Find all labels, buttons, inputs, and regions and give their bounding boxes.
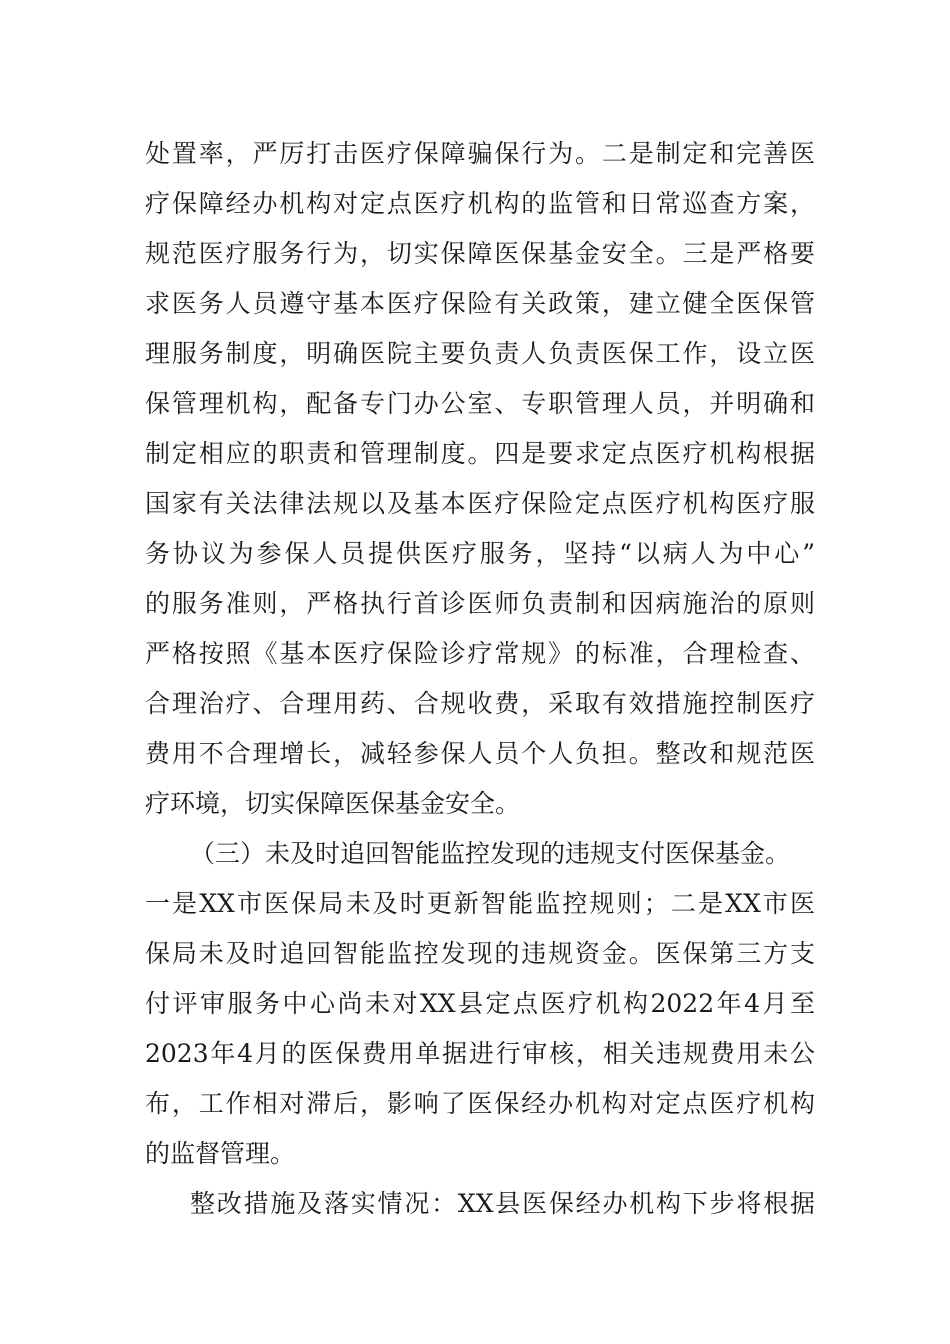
text-line: 制定相应的职责和管理制度。四是要求定点医疗机构根据 (145, 439, 815, 468)
text-line: 一是XX市医保局未及时更新智能监控规则；二是XX市医 (145, 889, 815, 918)
text-line: 保局未及时追回智能监控发现的违规资金。医保第三方支 (145, 939, 815, 968)
text-line: 保管理机构，配备专门办公室、专职管理人员，并明确和 (145, 389, 815, 418)
text-line: 国家有关法律法规以及基本医疗保险定点医疗机构医疗服 (145, 489, 815, 518)
text-line: 严格按照《基本医疗保险诊疗常规》的标准，合理检查、 (145, 639, 815, 668)
text-line: 费用不合理增长，减轻参保人员个人负担。整改和规范医 (145, 739, 815, 768)
text-line: 2023年4月的医保费用单据进行审核，相关违规费用未公 (145, 1039, 815, 1068)
text-line: 疗环境，切实保障医保基金安全。 (145, 789, 521, 818)
text-line: 布，工作相对滞后，影响了医保经办机构对定点医疗机构 (145, 1089, 815, 1118)
text-line: 合理治疗、合理用药、合规收费，采取有效措施控制医疗 (145, 689, 815, 718)
section-heading: （三）未及时追回智能监控发现的违规支付医保基金。 (190, 839, 791, 868)
text-line: 规范医疗服务行为，切实保障医保基金安全。三是严格要 (145, 239, 815, 268)
text-line: 的监督管理。 (145, 1139, 296, 1168)
text-line: 处置率，严厉打击医疗保障骗保行为。二是制定和完善医 (145, 139, 815, 168)
text-line: 整改措施及落实情况：XX县医保经办机构下步将根据 (190, 1189, 815, 1218)
text-line: 务协议为参保人员提供医疗服务，坚持“以病人为中心” (145, 539, 815, 568)
text-line: 求医务人员遵守基本医疗保险有关政策，建立健全医保管 (145, 289, 815, 318)
text-line: 的服务准则，严格执行首诊医师负责制和因病施治的原则 (145, 589, 815, 618)
text-line: 理服务制度，明确医院主要负责人负责医保工作，设立医 (145, 339, 815, 368)
text-line: 付评审服务中心尚未对XX县定点医疗机构2022年4月至 (145, 989, 815, 1018)
text-line: 疗保障经办机构对定点医疗机构的监管和日常巡查方案， (145, 189, 815, 218)
